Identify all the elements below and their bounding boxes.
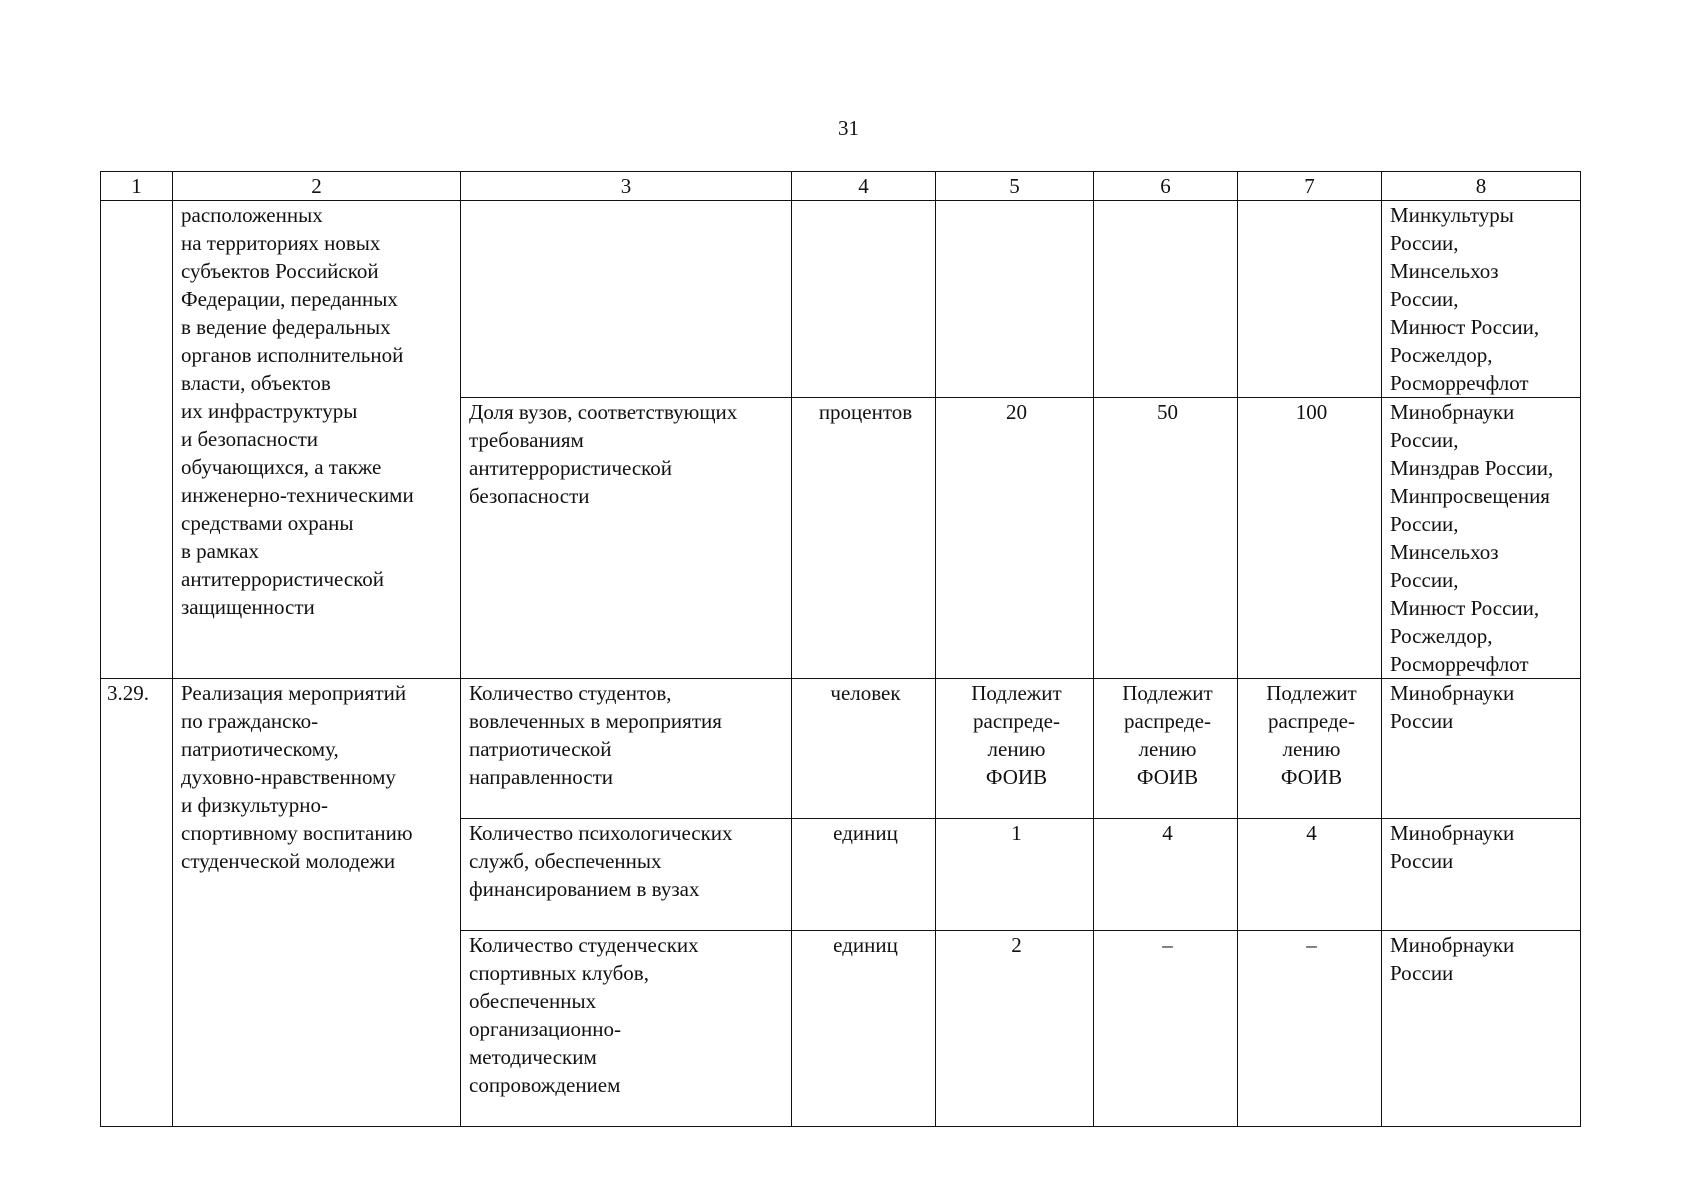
measure-number-cell: 3.29. (101, 679, 173, 1127)
col-header-4: 4 (792, 172, 936, 201)
value-cell: 2 (936, 931, 1094, 1127)
value-cell: Подлежит распреде- лению ФОИВ (936, 679, 1094, 819)
value-cell: 4 (1094, 819, 1238, 931)
indicator-cell (461, 201, 792, 398)
value-cell: – (1094, 931, 1238, 1127)
measures-table (100, 171, 1581, 1127)
measure-name-cell: расположенных на территориях новых субъектов Российской Федерации, переданных в ведение федеральных органов исполнительной власти, объектов их инфраструктуры и безопасности обучающихся, а также инженерно-техническими средствами охраны в рамках антитеррористической защищенности (173, 201, 461, 679)
table-row (101, 679, 1581, 819)
page-number: 31 (838, 116, 859, 140)
unit-cell (792, 201, 936, 398)
column-number-header-row (101, 172, 1581, 201)
col-header-3: 3 (461, 172, 792, 201)
value-cell: – (1238, 931, 1382, 1127)
value-cell (1094, 201, 1238, 398)
value-cell: 100 (1238, 398, 1382, 679)
executor-cell: Минкультуры России, Минсельхоз России, Минюст России, Росжелдор, Росморречфлот (1382, 201, 1581, 398)
indicator-cell: Количество студенческих спортивных клубов, обеспеченных организационно- методическим сопровождением (461, 931, 792, 1127)
value-cell: 1 (936, 819, 1094, 931)
value-cell: Подлежит распреде- лению ФОИВ (1238, 679, 1382, 819)
value-cell: 50 (1094, 398, 1238, 679)
unit-cell: процентов (792, 398, 936, 679)
unit-cell: единиц (792, 819, 936, 931)
measure-number-cell (101, 201, 173, 679)
indicator-cell: Количество психологических служб, обеспеченных финансированием в вузах (461, 819, 792, 931)
col-header-8: 8 (1382, 172, 1581, 201)
col-header-1: 1 (101, 172, 173, 201)
col-header-5: 5 (936, 172, 1094, 201)
value-cell (936, 201, 1094, 398)
measure-name-cell: Реализация мероприятий по гражданско- патриотическому, духовно-нравственному и физкультурно- спортивному воспитанию студенческой молодежи (173, 679, 461, 1127)
value-cell: Подлежит распреде- лению ФОИВ (1094, 679, 1238, 819)
value-cell (1238, 201, 1382, 398)
col-header-2: 2 (173, 172, 461, 201)
value-cell: 20 (936, 398, 1094, 679)
unit-cell: человек (792, 679, 936, 819)
executor-cell: Минобрнауки России (1382, 679, 1581, 819)
executor-cell: Минобрнауки России (1382, 931, 1581, 1127)
col-header-6: 6 (1094, 172, 1238, 201)
executor-cell: Минобрнауки России, Минздрав России, Минпросвещения России, Минсельхоз России, Минюст России, Росжелдор, Росморречфлот (1382, 398, 1581, 679)
table-row (101, 201, 1581, 398)
indicator-cell: Доля вузов, соответствующих требованиям антитеррористической безопасности (461, 398, 792, 679)
value-cell: 4 (1238, 819, 1382, 931)
unit-cell: единиц (792, 931, 936, 1127)
indicator-cell: Количество студентов, вовлеченных в мероприятия патриотической направленности (461, 679, 792, 819)
executor-cell: Минобрнауки России (1382, 819, 1581, 931)
col-header-7: 7 (1238, 172, 1382, 201)
